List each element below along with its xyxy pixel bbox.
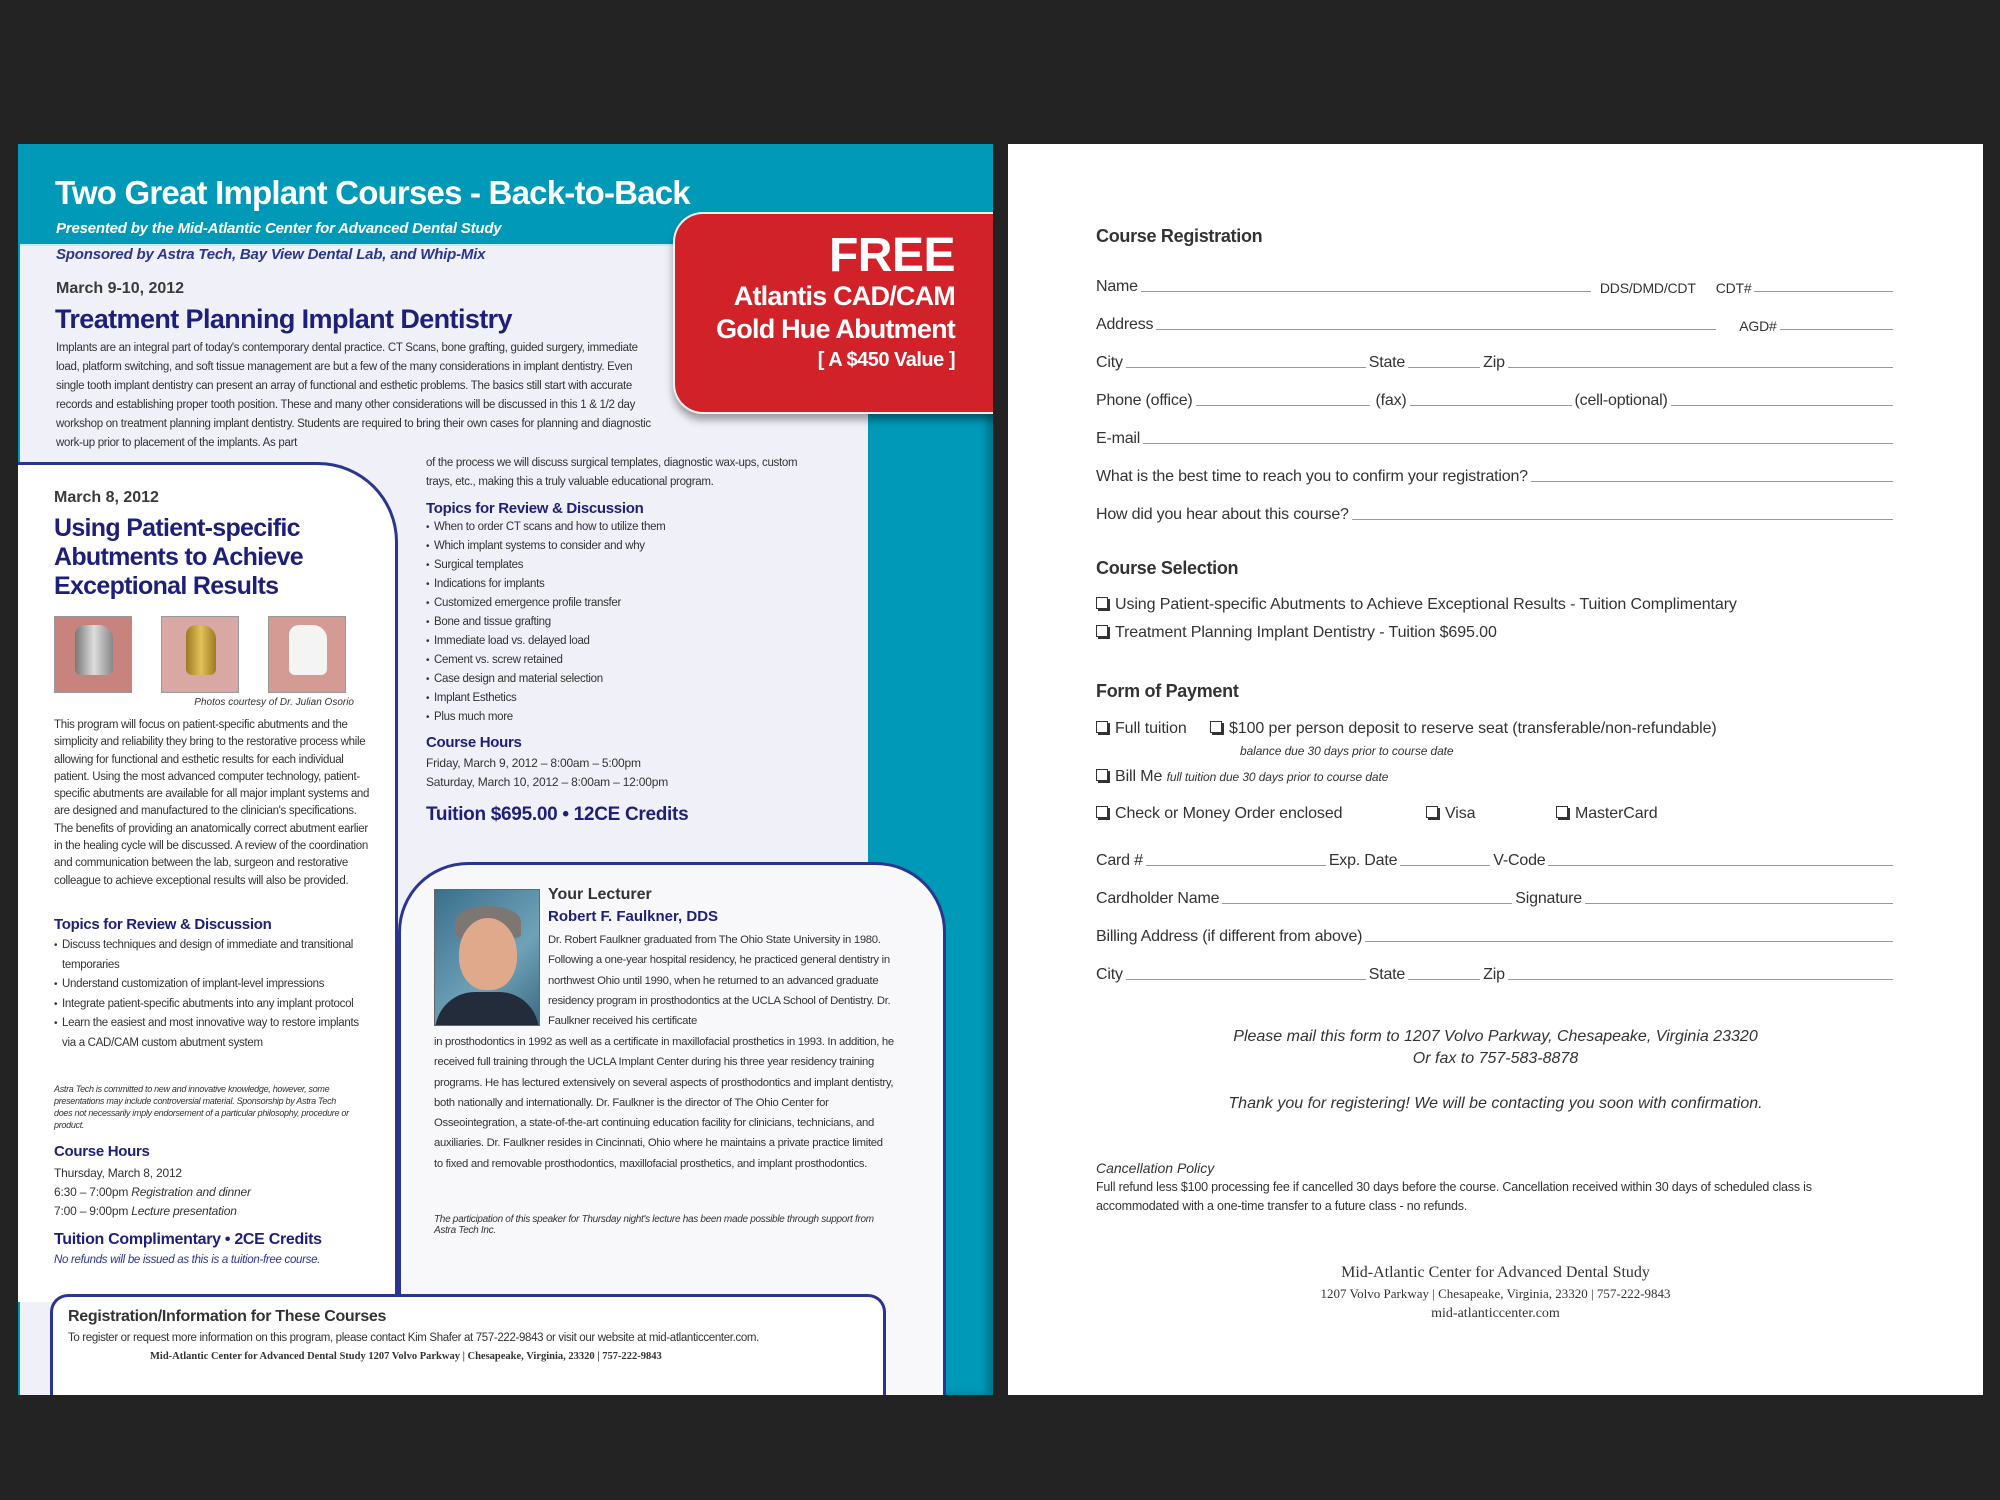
hours-line: Saturday, March 10, 2012 – 8:00am – 12:00pm: [426, 775, 668, 789]
agd-label: AGD#: [1739, 318, 1777, 334]
list-item: • Learn the easiest and most innovative way to restore implants via a CAD/CAM custom abutment system: [54, 1014, 374, 1053]
bill-me-note: full tuition due 30 days prior to course date: [1166, 770, 1389, 784]
row-name: [1096, 274, 1896, 296]
treatment-course-description: Implants are an integral part of today's contemporary dental practice. CT Scans, bone grafting, guided surgery, immediate load, platform switching, and soft tissue management are but a few of the many considerations in implant dentistry. Even single tooth implant dentistry can present an array of functional and esthetic problems. The basics still start with accurate records and establishing proper tooth position. These and many other considerations will be discussed in this 1 & 1/2 day workshop on treatment planning implant dentistry. Students are required to bring their own cases for planning and diagnostic work-up prior to placement of the implants. As part: [56, 342, 651, 449]
abutments-tuition: Tuition Complimentary • 2CE Credits: [54, 1231, 322, 1248]
treatment-hours-heading: Course Hours: [426, 734, 522, 751]
abutments-topics-list: [54, 936, 374, 1053]
lecturer-photo: [434, 889, 540, 1026]
footer-address: 1207 Volvo Parkway | Chesapeake, Virginia, 23320 | 757-222-9843: [1320, 1286, 1671, 1301]
footer-org: Mid-Atlantic Center for Advanced Dental Study: [1341, 1264, 1650, 1281]
treatment-topics-list: [426, 518, 786, 727]
promo-free: FREE: [828, 229, 955, 282]
abutments-topics-heading: Topics for Review & Discussion: [54, 916, 272, 933]
checkbox-icon[interactable]: [1556, 806, 1568, 818]
hours-line: Friday, March 9, 2012 – 8:00am – 5:00pm: [426, 756, 641, 770]
registration-text: To register or request more information on this program, please contact Kim Shafer at 757-222-9843 or visit our website at mid-atlanticcenter.com.: [68, 1332, 760, 1344]
abutments-hours: [54, 1164, 251, 1221]
list-item: • Indications for implants: [426, 575, 786, 594]
billing-address-label: Billing Address (if different from above): [1096, 928, 1363, 945]
billing-city-field[interactable]: [1126, 979, 1366, 980]
card-number-field[interactable]: [1146, 865, 1326, 866]
checkbox-icon[interactable]: [1096, 806, 1108, 818]
list-item: • Case design and material selection: [426, 670, 786, 689]
billing-state-label: State: [1368, 966, 1406, 983]
lecturer-bio-cont: in prosthodontics in 1992 as well as a certificate in maxillofacial prosthetics in 1993. In addition, he received full training through the UCLA Implant Center during his three year residency training programs. He has lectured extensively on several aspects of prosthodontics and implant dentistry, both nationally and internationally. Dr. Faulkner is the director of The Ohio Center for Osseointegration, a state-of-the-art continuing education facility for clinicians, technicians, and auxiliaries. Dr. Faulkner resides in Cincinnati, Ohio where he maintains a private practice limited to fixed and removable prosthodontics, maxillofacial prosthetics, and implant prosthodontics.: [434, 1036, 894, 1170]
fax-label: (fax): [1375, 392, 1407, 409]
signature-label: Signature: [1515, 890, 1582, 907]
photo-zirconia-abutment: [268, 616, 346, 693]
degree-label: DDS/DMD/CDT: [1599, 280, 1696, 296]
row-address: [1096, 312, 1896, 334]
list-item: • Cement vs. screw retained: [426, 651, 786, 670]
lecturer-bio: Dr. Robert Faulkner graduated from The Ohio State University in 1980. Following a one-year hospital residency, he practiced general dentistry in northwest Ohio until 1990, when he returned to an advanced graduate residency program in prosthodontics at the UCLA School of Dentistry. Dr. Faulkner received his certificate: [548, 934, 891, 1028]
signature-field[interactable]: [1585, 903, 1893, 904]
cardholder-field[interactable]: [1222, 903, 1512, 904]
billing-city-label: City: [1096, 966, 1123, 983]
promo-value: [ A $450 Value ]: [817, 349, 955, 371]
best-time-field[interactable]: [1531, 481, 1893, 482]
cancellation-heading: Cancellation Policy: [1096, 1160, 1215, 1176]
sponsored-by: Sponsored by Astra Tech, Bay View Dental Lab, and Whip-Mix: [56, 246, 486, 263]
billing-zip-label: Zip: [1483, 966, 1505, 983]
cancellation-text: Full refund less $100 processing fee if cancelled 30 days before the course. Cancellation received within 30 days of scheduled class is accommodated with a one-time transfer to a future class - no refunds.: [1096, 1180, 1812, 1213]
abutment-photos: [54, 616, 354, 696]
cell-label: (cell-optional): [1574, 392, 1668, 409]
row-city: [1096, 350, 1896, 372]
cell-field[interactable]: [1671, 405, 1893, 406]
phone-office-label: Phone (office): [1096, 392, 1193, 409]
checkbox-icon[interactable]: [1096, 597, 1108, 609]
abutments-hours-heading: Course Hours: [54, 1143, 150, 1160]
hours-time: 6:30 – 7:00pm: [54, 1185, 129, 1199]
course-selection-heading: Course Selection: [1096, 558, 1239, 578]
photo-titanium-abutment: [54, 616, 132, 693]
flyer-page: [18, 144, 993, 1395]
payment-deposit[interactable]: [1210, 720, 1717, 738]
lecturer-heading: Your Lecturer: [548, 886, 652, 903]
agd-field[interactable]: [1780, 329, 1893, 330]
mastercard-label: MasterCard: [1575, 805, 1658, 822]
billing-address-field[interactable]: [1365, 941, 1893, 942]
list-item: • Implant Esthetics: [426, 689, 786, 708]
bill-me-label: Bill Me: [1115, 768, 1163, 785]
email-label: E-mail: [1096, 430, 1141, 447]
form-heading: Course Registration: [1096, 226, 1263, 246]
state-label: State: [1368, 354, 1406, 371]
flyer-title: Two Great Implant Courses - Back-to-Back: [55, 174, 690, 211]
row-card: [1096, 848, 1896, 870]
name-label: Name: [1096, 278, 1138, 295]
abutments-course-description: This program will focus on patient-specific abutments and the simplicity and reliability they bring to the restorative process while allowing for functional and esthetic results for each individual patient. Using the most advanced computer technology, patient-specific abutments are available for all major implant systems and are designed and manufactured to the clinician's specifications. The benefits of providing an anatomically correct abutment earlier in the healing cycle will be discussed. A review of the coordination and communication between the lab, surgeon and restorative colleague to achieve exceptional results will also be provided.: [54, 719, 370, 887]
state-field[interactable]: [1408, 367, 1480, 368]
treatment-course-date: March 9-10, 2012: [56, 280, 185, 297]
list-item: • Customized emergence profile transfer: [426, 594, 786, 613]
list-item: • Understand customization of implant-level impressions: [54, 975, 374, 995]
hours-line: [54, 1202, 251, 1221]
sponsorship-disclaimer: Astra Tech is committed to new and innovative knowledge, however, some presentations may include controversial material. Sponsorship by Astra Tech does not necessarily imply endorsement of a particular philosophy, procedure or product.: [54, 1084, 349, 1130]
abutments-course-title: Using Patient-specific Abutments to Achieve Exceptional Results: [54, 514, 304, 600]
zirconia-abutment-image: [289, 625, 327, 675]
checkbox-icon[interactable]: [1096, 721, 1108, 733]
cdt-field[interactable]: [1754, 291, 1893, 292]
billing-state-field[interactable]: [1408, 979, 1480, 980]
cdt-label: CDT#: [1715, 280, 1752, 296]
payment-full-tuition[interactable]: [1096, 720, 1187, 738]
card-number-label: Card #: [1096, 852, 1143, 869]
registration-form-page: [1008, 144, 1983, 1395]
treatment-topics-heading: Topics for Review & Discussion: [426, 500, 644, 517]
payment-check[interactable]: [1096, 805, 1342, 823]
address-field[interactable]: [1156, 329, 1716, 330]
list-item: • When to order CT scans and how to utilize them: [426, 518, 786, 537]
hours-desc: Registration and dinner: [131, 1185, 251, 1199]
free-abutment-promo: [673, 212, 993, 414]
checkbox-icon[interactable]: [1210, 721, 1222, 733]
hours-line: [54, 1183, 251, 1202]
checkbox-icon[interactable]: [1096, 769, 1108, 781]
list-item: • Plus much more: [426, 708, 786, 727]
hours-desc: Lecture presentation: [131, 1204, 237, 1218]
registration-heading: Registration/Information for These Courses: [68, 1308, 387, 1325]
payment-mastercard[interactable]: [1556, 805, 1658, 823]
v-code-label: V-Code: [1493, 852, 1546, 869]
treatment-course-description-cont: of the process we will discuss surgical templates, diagnostic wax-ups, custom trays, etc., making this a truly valuable educational program.: [426, 457, 798, 488]
row-how-heard: [1096, 502, 1896, 524]
list-item: • Bone and tissue grafting: [426, 613, 786, 632]
best-time-label: What is the best time to reach you to confirm your registration?: [1096, 468, 1528, 485]
photo-gold-abutment: [161, 616, 239, 693]
list-item: • Integrate patient-specific abutments into any implant protocol: [54, 995, 374, 1015]
name-field[interactable]: [1141, 291, 1591, 292]
exp-date-field[interactable]: [1400, 865, 1490, 866]
list-item: • Surgical templates: [426, 556, 786, 575]
phone-office-field[interactable]: [1196, 405, 1370, 406]
option-label: Using Patient-specific Abutments to Achieve Exceptional Results - Tuition Complimentary: [1115, 596, 1737, 613]
no-refunds-note: No refunds will be issued as this is a tuition-free course.: [54, 1254, 321, 1266]
footer-website[interactable]: mid-atlanticcenter.com: [1431, 1306, 1560, 1321]
lecturer-support-note: The participation of this speaker for Thursday night's lecture has been made possible through support from Astra Tech Inc.: [434, 1214, 874, 1236]
treatment-tuition: Tuition $695.00 • 12CE Credits: [426, 804, 689, 825]
row-best-time: [1096, 464, 1896, 486]
email-field[interactable]: [1143, 443, 1893, 444]
how-heard-label: How did you hear about this course?: [1096, 506, 1349, 523]
payment-bill-me[interactable]: [1096, 768, 1388, 786]
v-code-field[interactable]: [1548, 865, 1893, 866]
course-option-treatment[interactable]: [1096, 624, 1497, 642]
exp-date-label: Exp. Date: [1328, 852, 1398, 869]
city-field[interactable]: [1126, 367, 1366, 368]
billing-zip-field[interactable]: [1508, 979, 1893, 980]
payment-visa[interactable]: [1426, 805, 1475, 823]
row-phone: [1096, 388, 1896, 410]
row-billing-address: [1096, 924, 1896, 946]
visa-label: Visa: [1445, 805, 1476, 822]
titanium-abutment-image: [75, 625, 113, 675]
city-label: City: [1096, 354, 1123, 371]
payment-heading: Form of Payment: [1096, 681, 1239, 701]
checkbox-icon[interactable]: [1096, 625, 1108, 637]
list-item: • Discuss techniques and design of immediate and transitional temporaries: [54, 936, 374, 975]
row-cardholder: [1096, 886, 1896, 908]
row-billing-city: [1096, 962, 1896, 984]
list-item: • Which implant systems to consider and why: [426, 537, 786, 556]
row-email: [1096, 426, 1896, 448]
lecturer-name: Robert F. Faulkner, DDS: [548, 908, 719, 925]
deposit-note: balance due 30 days prior to course date: [1240, 744, 1454, 758]
how-heard-field[interactable]: [1352, 519, 1893, 520]
abutments-course-date: March 8, 2012: [54, 489, 159, 506]
fax-field[interactable]: [1410, 405, 1572, 406]
treatment-course-title: Treatment Planning Implant Dentistry: [55, 304, 512, 334]
zip-field[interactable]: [1508, 367, 1893, 368]
lecturer-face: [459, 918, 517, 990]
photo-caption: Photos courtesy of Dr. Julian Osorio: [194, 697, 354, 708]
hours-time: 7:00 – 9:00pm: [54, 1204, 129, 1218]
promo-line-product-2: Gold Hue Abutment: [716, 314, 955, 344]
mail-instructions: Please mail this form to 1207 Volvo Parkway, Chesapeake, Virginia 23320: [1233, 1028, 1758, 1045]
registration-address: Mid-Atlantic Center for Advanced Dental Study 1207 Volvo Parkway | Chesapeake, Virginia, 23320 | 757-222-9843: [150, 1351, 662, 1362]
treatment-hours: [426, 754, 668, 792]
zip-label: Zip: [1483, 354, 1505, 371]
thank-you-message: Thank you for registering! We will be contacting you soon with confirmation.: [1228, 1095, 1763, 1112]
deposit-label: $100 per person deposit to reserve seat (transferable/non-refundable): [1229, 720, 1717, 737]
hours-day: Thursday, March 8, 2012: [54, 1166, 182, 1180]
lecturer-suit: [435, 992, 539, 1026]
full-tuition-label: Full tuition: [1115, 720, 1187, 737]
checkbox-icon[interactable]: [1426, 806, 1438, 818]
course-option-abutments[interactable]: [1096, 596, 1737, 614]
address-label: Address: [1096, 316, 1154, 333]
gold-abutment-image: [186, 625, 216, 675]
fax-instructions: Or fax to 757-583-8878: [1412, 1050, 1579, 1067]
option-label: Treatment Planning Implant Dentistry - Tuition $695.00: [1115, 624, 1497, 641]
cardholder-label: Cardholder Name: [1096, 890, 1220, 907]
list-item: • Immediate load vs. delayed load: [426, 632, 786, 651]
promo-line-product: Atlantis CAD/CAM: [733, 281, 955, 311]
check-label: Check or Money Order enclosed: [1115, 805, 1343, 822]
presented-by: Presented by the Mid-Atlantic Center for Advanced Dental Study: [56, 220, 502, 237]
